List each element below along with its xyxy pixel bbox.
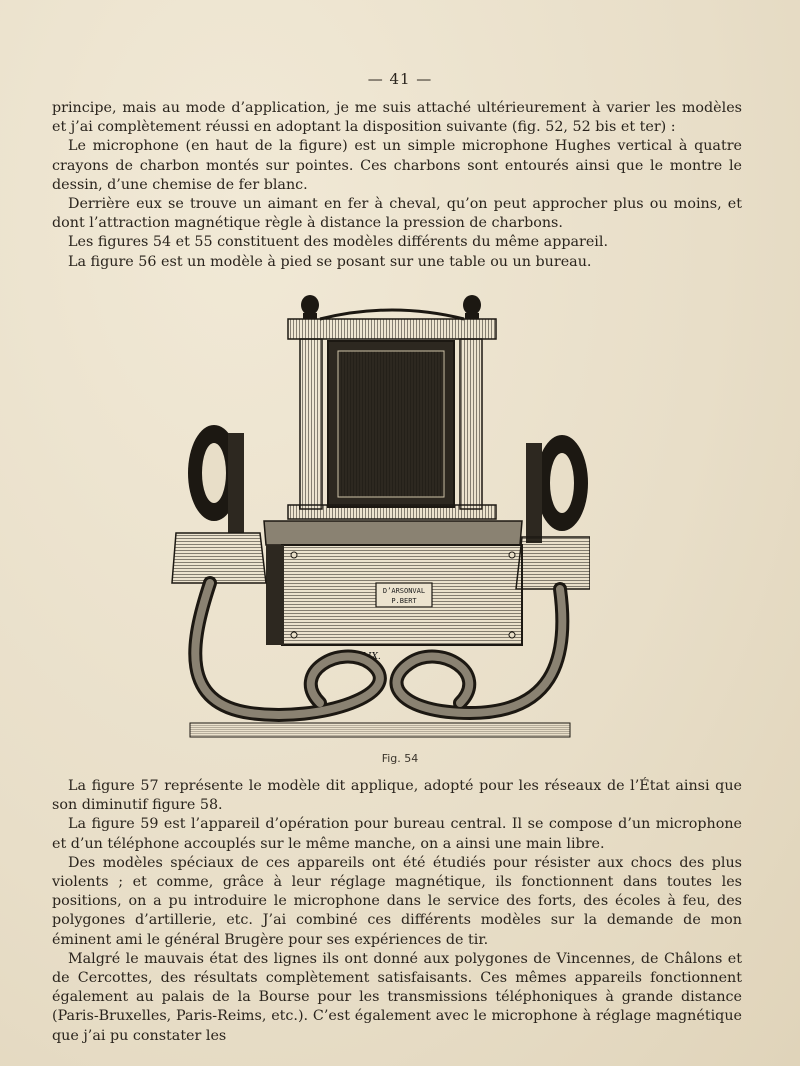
paragraph: Des modèles spéciaux de ces appareils ont été étudiés pour résister aux chocs des plus violents ; et comme, grâce à leur réglage magnétique, ils fonctionnent dans toutes les positions, on a pu introduire le microphone dans le service des forts, des écoles à feu, des polygones d’artillerie, etc. J’ai combiné ces différents modèles sur la demande de mon éminent ami le général Brugère pour ses expériences de tir. xyxy=(52,854,742,948)
page-number: — 41 — xyxy=(367,70,433,88)
receiver-right xyxy=(516,435,590,589)
paragraph: Malgré le mauvais état des lignes ils ont donné aux polygones de Vincennes, de Châlons et de Cercottes, des résultats complètement satisfaisants. Ces mêmes appareils fonctionnent également au palais de la Bourse pour les transmissions téléphoniques à grande distance (Paris-Bruxelles, Paris-Reims, etc.). C’est également avec le microphone à réglage magnétique que j’ai pu constater les xyxy=(52,950,742,1044)
figure-caption: Fig. 54 xyxy=(381,752,419,765)
text-block-bottom xyxy=(52,777,742,1046)
paragraph: Les figures 54 et 55 constituent des modèles différents du même appareil. xyxy=(68,234,609,251)
plate-line-2: P.BERT xyxy=(391,597,417,605)
paragraph: La figure 59 est l’appareil d’opération pour bureau central. Il se compose d’un microphone et d’un téléphone accouplés sur le même manche, on a ainsi une main libre. xyxy=(52,816,742,852)
paragraph: La figure 57 représente le modèle dit applique, adopté pour les réseaux de l’État ainsi que son diminutif figure 58. xyxy=(52,778,742,814)
receiver-left xyxy=(172,425,266,583)
paragraph: La figure 56 est un modèle à pied se posant sur une table ou un bureau. xyxy=(68,253,592,270)
nameplate xyxy=(376,583,432,607)
figure-engraving xyxy=(170,283,590,743)
paragraph: Le microphone (en haut de la figure) est un simple microphone Hughes vertical à quatre crayons de charbon montés sur pointes. Ces charbons sont entourés ainsi que le montre le dessin, d’une chemise de fer blanc. xyxy=(52,138,742,193)
paragraph: principe, mais au mode d’application, je me suis attaché ultérieurement à varier les modèles et j’ai complètement réussi en adoptant la disposition suivante (fig. 52, 52 bis et ter) : xyxy=(52,100,742,136)
plate-line-1: D’ARSONVAL xyxy=(382,587,426,595)
finial-left xyxy=(301,295,319,319)
engraver-signature: E.ALIX. xyxy=(346,652,381,662)
telephone-apparatus-illustration xyxy=(170,283,590,743)
text-block-top xyxy=(52,99,742,272)
finial-right xyxy=(463,295,481,319)
paragraph: Derrière eux se trouve un aimant en fer à cheval, qu’on peut approcher plus ou moins, et dont l’attraction magnétique règle à distance la pression de charbons. xyxy=(52,196,742,232)
